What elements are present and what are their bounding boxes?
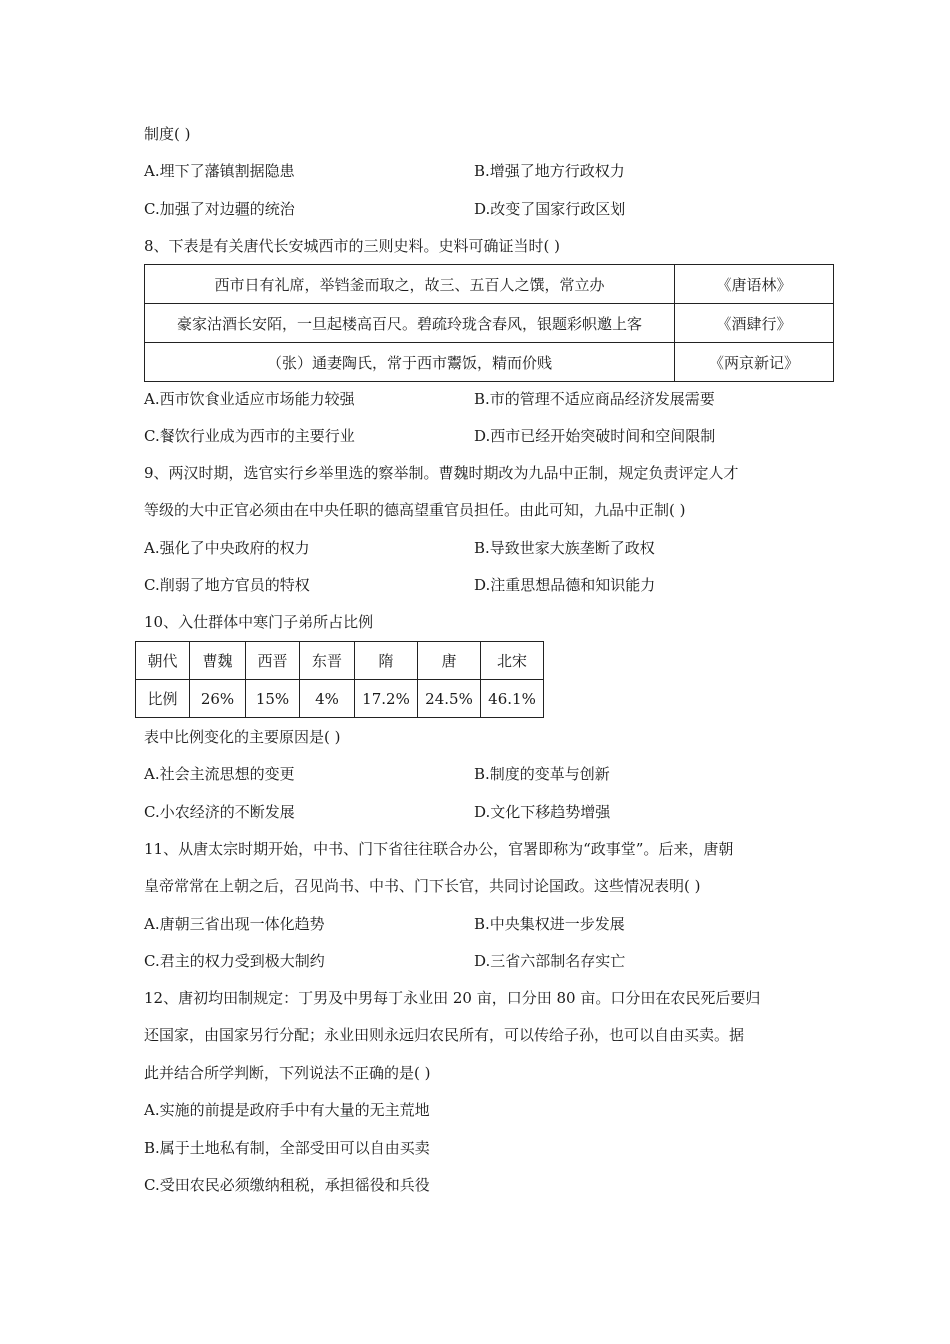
q10-option-a: A.社会主流思想的变更 <box>144 765 295 783</box>
q12-stem-line-2: 还国家，由国家另行分配；永业田则永远归农民所有，可以传给子孙，也可以自由买卖。据 <box>144 1026 745 1044</box>
table-row <box>136 642 544 680</box>
q12-option-c: C.受田农民必须缴纳租税，承担徭役和兵役 <box>144 1176 430 1194</box>
table-cell: 比例 <box>136 680 190 718</box>
q8-stem: 8、下表是有关唐代长安城西市的三则史料。史料可确证当时( ) <box>144 237 561 255</box>
q10-option-b: B.制度的变革与创新 <box>474 765 610 783</box>
q9-stem-line-2: 等级的大中正官必须由在中央任职的德高望重官员担任。由此可知，九品中正制( ) <box>144 501 686 519</box>
q7-option-c: C.加强了对边疆的统治 <box>144 200 295 218</box>
q8-source-title: 《两京新记》 <box>675 343 834 382</box>
q11-stem-line-2: 皇帝常常在上朝之后，召见尚书、中书、门下长官，共同讨论国政。这些情况表明( ) <box>144 877 701 895</box>
q9-option-c: C.削弱了地方官员的特权 <box>144 576 310 594</box>
table-row <box>145 265 834 304</box>
table-cell: 唐 <box>418 642 481 680</box>
q10-ratio-table <box>135 641 544 718</box>
q12-option-a: A.实施的前提是政府手中有大量的无主荒地 <box>144 1101 430 1119</box>
table-cell: 北宋 <box>481 642 544 680</box>
q8-source-title: 《唐语林》 <box>675 265 834 304</box>
q9-option-b: B.导致世家大族垄断了政权 <box>474 539 655 557</box>
q8-source-text: 西市日有礼席，举铛釜而取之，故三、五百人之馔，常立办 <box>145 265 675 304</box>
table-cell: 东晋 <box>300 642 355 680</box>
q11-option-c: C.君主的权力受到极大制约 <box>144 952 325 970</box>
table-cell: 4% <box>300 680 355 718</box>
q7-option-d: D.改变了国家行政区划 <box>474 200 626 218</box>
q11-option-b: B.中央集权进一步发展 <box>474 915 625 933</box>
q10-title: 10、入仕群体中寒门子弟所占比例 <box>144 613 374 631</box>
q8-source-table <box>144 264 834 382</box>
table-cell: 朝代 <box>136 642 190 680</box>
table-cell: 曹魏 <box>190 642 246 680</box>
table-row <box>136 680 544 718</box>
q8-option-d: D.西市已经开始突破时间和空间限制 <box>474 427 716 445</box>
table-cell: 24.5% <box>418 680 481 718</box>
q7-option-b: B.增强了地方行政权力 <box>474 162 625 180</box>
q10-stem: 表中比例变化的主要原因是( ) <box>144 728 341 746</box>
q11-option-d: D.三省六部制名存实亡 <box>474 952 626 970</box>
q10-option-c: C.小农经济的不断发展 <box>144 803 295 821</box>
q12-stem-line-3: 此并结合所学判断，下列说法不正确的是( ) <box>144 1064 431 1082</box>
table-cell: 西晋 <box>246 642 300 680</box>
q7-stem-tail: 制度( ) <box>144 125 191 143</box>
table-row <box>145 304 834 343</box>
q12-option-b: B.属于土地私有制，全部受田可以自由买卖 <box>144 1139 430 1157</box>
table-cell: 15% <box>246 680 300 718</box>
table-cell: 46.1% <box>481 680 544 718</box>
q8-source-text: （张）通妻陶氏，常于西市鬻饭，精而价贱 <box>145 343 675 382</box>
q11-stem-line-1: 11、从唐太宗时期开始，中书、门下省往往联合办公，官署即称为“政事堂”。后来，唐朝 <box>144 840 734 858</box>
table-cell: 26% <box>190 680 246 718</box>
q8-source-text: 豪家沽酒长安陌，一旦起楼高百尺。碧疏玲珑含春风，银题彩帜邀上客 <box>145 304 675 343</box>
q8-option-c: C.餐饮行业成为西市的主要行业 <box>144 427 355 445</box>
q7-option-a: A.埋下了藩镇割据隐患 <box>144 162 295 180</box>
table-cell: 隋 <box>355 642 418 680</box>
q9-option-d: D.注重思想品德和知识能力 <box>474 576 656 594</box>
table-row <box>145 343 834 382</box>
q9-stem-line-1: 9、两汉时期，选官实行乡举里选的察举制。曹魏时期改为九品中正制，规定负责评定人才 <box>144 464 739 482</box>
q12-stem-line-1: 12、唐初均田制规定：丁男及中男每丁永业田 20 亩，口分田 80 亩。口分田在农民死后要归 <box>144 989 761 1007</box>
q8-source-title: 《酒肆行》 <box>675 304 834 343</box>
table-cell: 17.2% <box>355 680 418 718</box>
q11-option-a: A.唐朝三省出现一体化趋势 <box>144 915 325 933</box>
q9-option-a: A.强化了中央政府的权力 <box>144 539 310 557</box>
q8-option-a: A.西市饮食业适应市场能力较强 <box>144 390 355 408</box>
q8-option-b: B.市的管理不适应商品经济发展需要 <box>474 390 715 408</box>
q10-option-d: D.文化下移趋势增强 <box>474 803 611 821</box>
